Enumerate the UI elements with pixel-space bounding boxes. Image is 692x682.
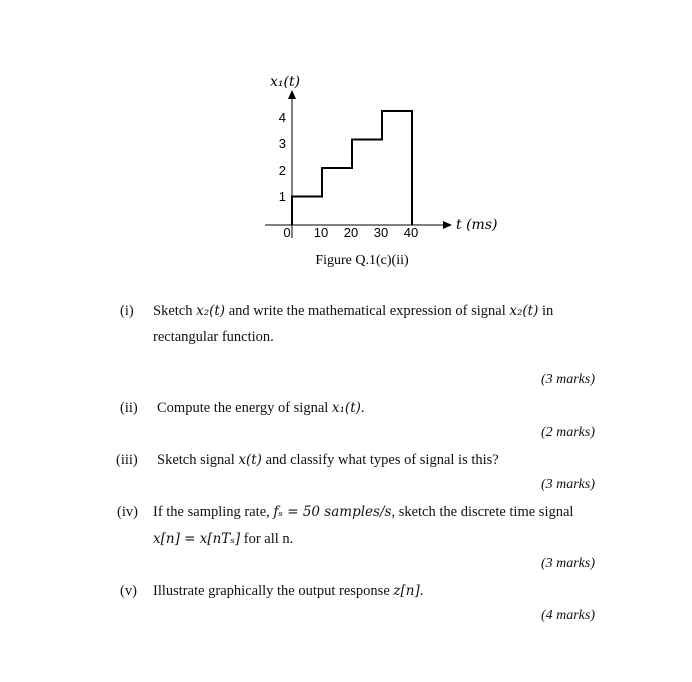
signal-figure: [0, 0, 692, 290]
question-iii-marks: (3 marks): [540, 477, 595, 492]
math-zn: z[n]: [393, 583, 420, 599]
question-ii-number: (ii): [120, 400, 138, 416]
question-i-line2: rectangular function.: [153, 329, 274, 345]
x-tick-10: 10: [313, 225, 329, 240]
x-tick-40: 40: [403, 225, 419, 240]
y-tick-4: 4: [278, 110, 286, 125]
math-x2t: x₂(t): [196, 303, 226, 319]
x-tick-0: 0: [283, 225, 291, 240]
math-sampling-rate: fₛ = 50 samples/s: [273, 504, 392, 520]
y-tick-1: 1: [278, 189, 286, 204]
math-x1t: x₁(t): [331, 400, 361, 416]
question-iv-line2: x[n] = x[nTₛ] for all n.: [153, 531, 294, 547]
x-tick-20: 20: [343, 225, 359, 240]
question-v-marks: (4 marks): [540, 608, 595, 623]
y-tick-2: 2: [278, 163, 286, 178]
question-ii-text: Compute the energy of signal x₁(t).: [157, 400, 365, 416]
math-xt: x(t): [238, 452, 262, 468]
question-i-number: (i): [120, 303, 134, 319]
y-axis-arrow: [288, 90, 296, 99]
y-axis-label: x₁(t): [270, 74, 301, 90]
signal-trace: [292, 111, 412, 225]
question-iii-number: (iii): [116, 452, 138, 468]
question-v-text: Illustrate graphically the output response z[n].: [153, 583, 424, 599]
figure-caption: Figure Q.1(c)(ii): [315, 253, 409, 268]
question-iv-marks: (3 marks): [540, 556, 595, 571]
question-iv-number: (iv): [117, 504, 138, 520]
math-discrete-signal: x[n] = x[nTₛ]: [153, 531, 241, 547]
question-iv-line1: If the sampling rate, fₛ = 50 samples/s, sketch the discrete time signal: [153, 504, 574, 520]
question-i-marks: (3 marks): [540, 372, 595, 387]
question-v-number: (v): [120, 583, 137, 599]
x-axis-arrow: [443, 221, 452, 229]
question-iii-text: Sketch signal x(t) and classify what types of signal is this?: [157, 452, 499, 468]
x-tick-30: 30: [373, 225, 389, 240]
question-i-line1: Sketch x₂(t) and write the mathematical expression of signal x₂(t) in: [153, 303, 554, 319]
question-ii-marks: (2 marks): [540, 425, 595, 440]
math-x2t: x₂(t): [509, 303, 539, 319]
x-axis-label: t (ms): [456, 217, 498, 233]
y-tick-3: 3: [278, 136, 286, 151]
